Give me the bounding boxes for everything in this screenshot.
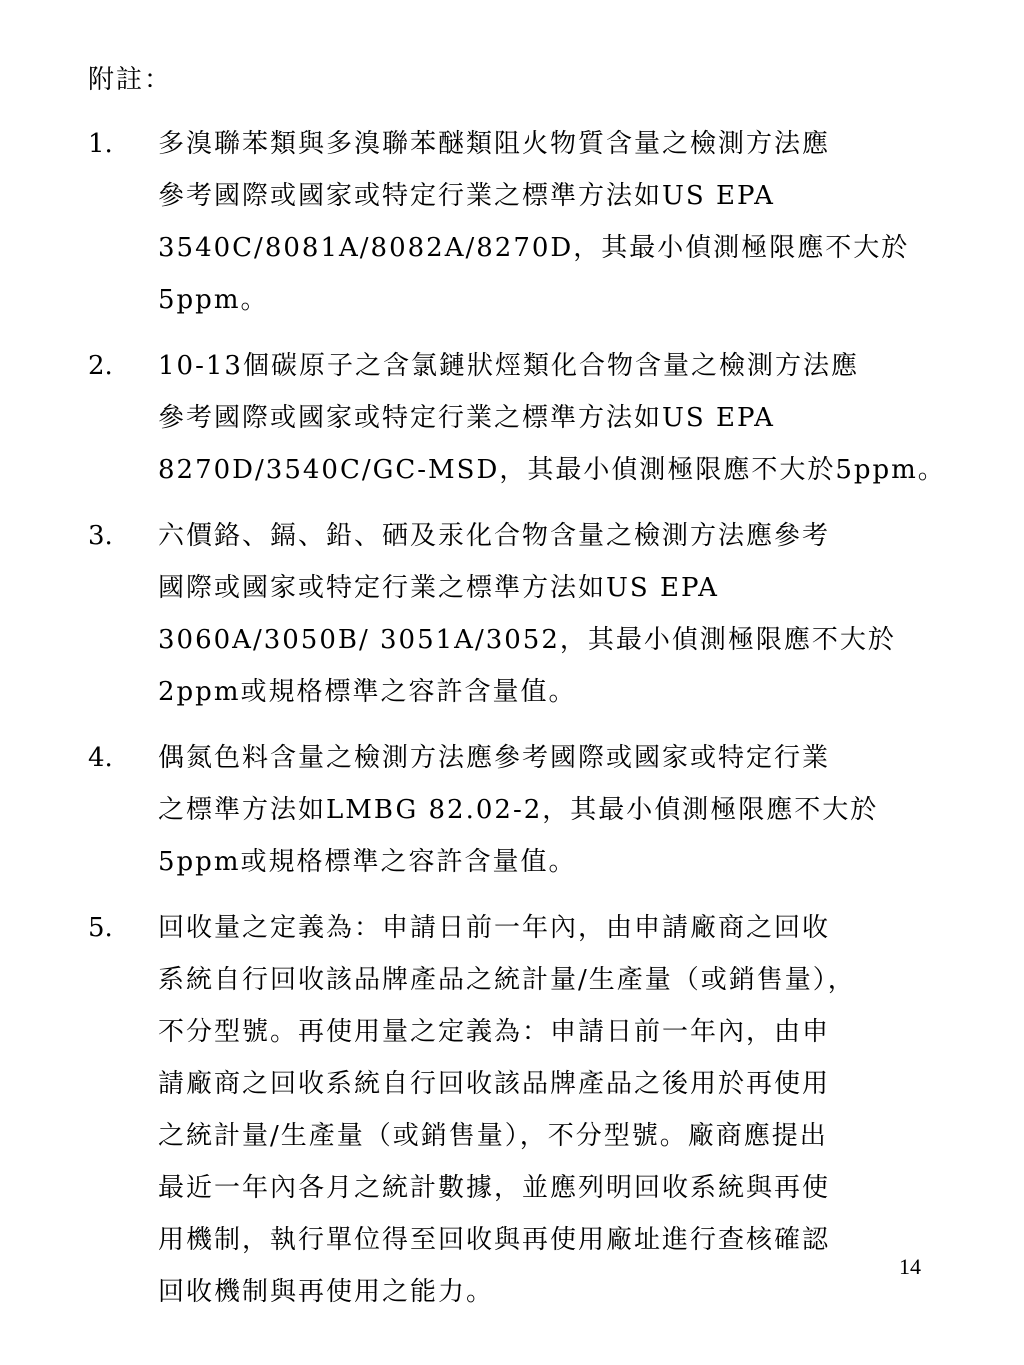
note-line: 用機制，執行單位得至回收與再使用廠址進行查核確認 bbox=[158, 1225, 831, 1255]
page-number: 14 bbox=[899, 1254, 921, 1279]
note-line: 5ppm。 bbox=[158, 285, 269, 315]
note-line: 之統計量/生產量（或銷售量），不分型號。廠商應提出 bbox=[158, 1121, 828, 1151]
note-line: 5ppm或規格標準之容許含量值。 bbox=[158, 847, 577, 877]
note-line: 3540C/8081A/8082A/8270D，其最小偵測極限應不大於 bbox=[158, 233, 910, 263]
note-line: 最近一年內各月之統計數據，並應列明回收系統與再使 bbox=[158, 1173, 831, 1203]
note-line: 系統自行回收該品牌產品之統計量/生產量（或銷售量）， bbox=[158, 965, 856, 995]
note-line: 多溴聯苯類與多溴聯苯醚類阻火物質含量之檢測方法應 bbox=[158, 129, 831, 159]
note-number: 2. bbox=[88, 351, 113, 381]
note-number: 1. bbox=[88, 129, 113, 159]
note-number: 5. bbox=[88, 913, 113, 943]
note-item-5 bbox=[88, 902, 978, 1318]
note-text bbox=[158, 118, 978, 326]
note-text bbox=[158, 340, 978, 496]
note-line: 參考國際或國家或特定行業之標準方法如US EPA bbox=[158, 403, 775, 433]
note-line: 8270D/3540C/GC-MSD，其最小偵測極限應不大於5ppm。 bbox=[158, 455, 946, 485]
note-line: 請廠商之回收系統自行回收該品牌產品之後用於再使用 bbox=[158, 1069, 831, 1099]
note-line: 國際或國家或特定行業之標準方法如US EPA bbox=[158, 573, 719, 603]
note-text bbox=[158, 902, 978, 1318]
note-line: 2ppm或規格標準之容許含量值。 bbox=[158, 677, 577, 707]
note-number: 4. bbox=[88, 743, 113, 773]
note-line: 六價鉻、鎘、鉛、硒及汞化合物含量之檢測方法應參考 bbox=[158, 521, 831, 551]
note-line: 不分型號。再使用量之定義為：申請日前一年內，由申 bbox=[158, 1017, 831, 1047]
note-text bbox=[158, 510, 978, 718]
note-line: 3060A/3050B/ 3051A/3052，其最小偵測極限應不大於 bbox=[158, 625, 896, 655]
note-item-1 bbox=[88, 118, 978, 326]
note-number: 3. bbox=[88, 521, 113, 551]
note-line: 之標準方法如LMBG 82.02-2，其最小偵測極限應不大於 bbox=[158, 795, 879, 825]
note-item-3 bbox=[88, 510, 978, 718]
notes-heading: 附註： bbox=[88, 65, 173, 95]
note-line: 10-13個碳原子之含氯鏈狀烴類化合物含量之檢測方法應 bbox=[158, 351, 859, 381]
note-line: 參考國際或國家或特定行業之標準方法如US EPA bbox=[158, 181, 775, 211]
note-item-4 bbox=[88, 732, 978, 888]
note-line: 回收量之定義為：申請日前一年內，由申請廠商之回收 bbox=[158, 913, 831, 943]
note-text bbox=[158, 732, 978, 888]
note-item-2 bbox=[88, 340, 978, 496]
notes-list bbox=[88, 118, 978, 1332]
note-line: 回收機制與再使用之能力。 bbox=[158, 1277, 495, 1307]
note-line: 偶氮色料含量之檢測方法應參考國際或國家或特定行業 bbox=[158, 743, 831, 773]
